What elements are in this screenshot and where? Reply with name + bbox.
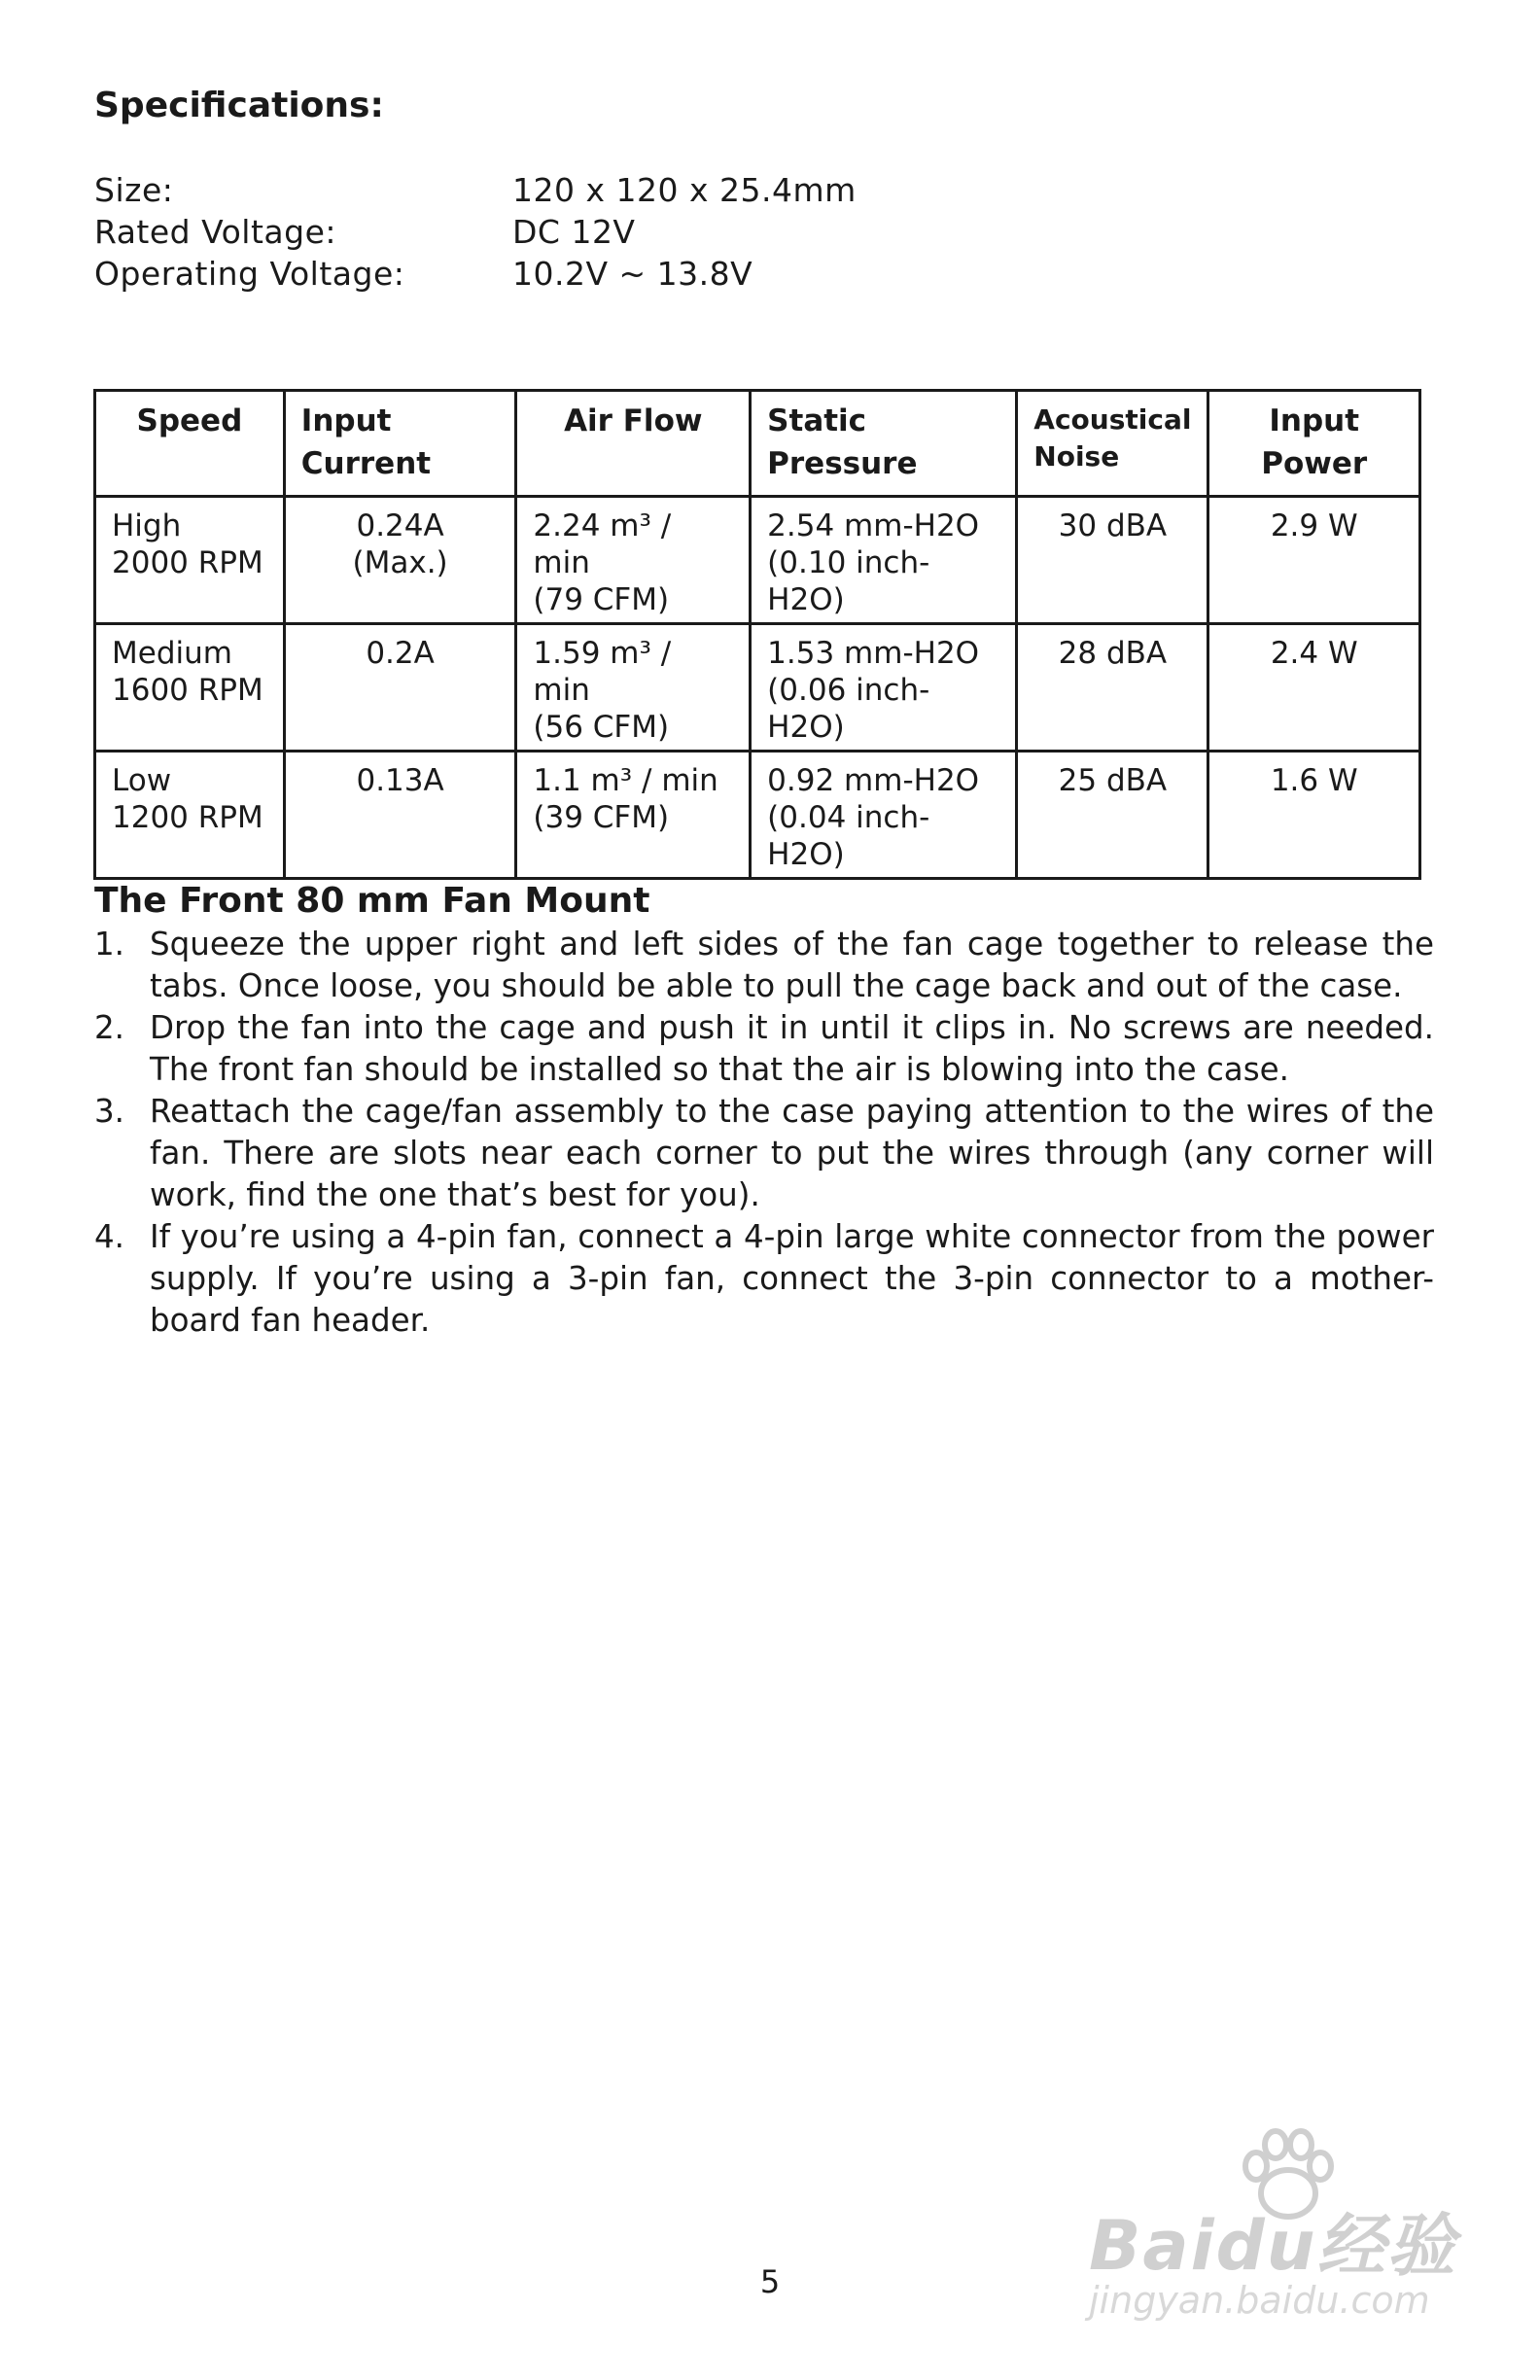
cell-current: 0.24A (Max.) <box>284 497 516 624</box>
cell-airflow: 1.59 m³ / min (56 CFM) <box>516 624 751 752</box>
cell-speed: High 2000 RPM <box>95 497 285 624</box>
cell-speed: Low 1200 RPM <box>95 752 285 879</box>
cell-noise: 25 dBA <box>1017 752 1208 879</box>
step-text: Squeeze the upper right and left sides of the fan cage together to release the tabs. Once loose, you should be able to pull the cage back and out of the case. <box>150 926 1434 1004</box>
step-number: 1. <box>94 926 125 962</box>
list-item <box>94 1091 1434 1216</box>
cell-power: 1.6 W <box>1208 752 1420 879</box>
step-text: If you’re using a 4-pin fan, connect a 4-pin large white connector from the power supply. If you’re using a 3-pin fan, connect the 3-pin connector to a mother-board fan header. <box>150 1218 1434 1339</box>
watermark-brand: Baidu经验 <box>1089 2206 1457 2286</box>
cell-current: 0.2A <box>284 624 516 752</box>
fan-mount-steps <box>94 924 1434 1342</box>
spec-label: Size: <box>94 171 174 209</box>
page-number: 5 <box>759 2263 781 2300</box>
baidu-jingyan-watermark <box>1079 2123 1457 2347</box>
specifications-heading: Specifications: <box>94 86 384 125</box>
fan-specs-table <box>93 389 1421 880</box>
header-air-flow: Air Flow <box>516 391 751 497</box>
cell-power: 2.4 W <box>1208 624 1420 752</box>
header-speed: Speed <box>95 391 285 497</box>
step-text: Drop the fan into the cage and push it in until it clips in. No screws are needed. The front fan should be installed so that the air is blowing into the case. <box>150 1009 1434 1088</box>
cell-noise: 28 dBA <box>1017 624 1208 752</box>
cell-current: 0.13A <box>284 752 516 879</box>
fan-mount-heading: The Front 80 mm Fan Mount <box>94 881 650 921</box>
table-row <box>95 752 1420 879</box>
header-input-current: Input Current <box>284 391 516 497</box>
step-text: Reattach the cage/fan assembly to the case paying attention to the wires of the fan. There are slots near each corner to put the wires through (any corner will work, find the one that’s best for you). <box>150 1093 1434 1213</box>
list-item <box>94 924 1434 1007</box>
list-item <box>94 1007 1434 1091</box>
cell-noise: 30 dBA <box>1017 497 1208 624</box>
step-number: 4. <box>94 1218 125 1255</box>
cell-speed: Medium 1600 RPM <box>95 624 285 752</box>
spec-value: DC 12V <box>512 213 636 251</box>
cell-airflow: 1.1 m³ / min (39 CFM) <box>516 752 751 879</box>
spec-value: 120 x 120 x 25.4mm <box>512 171 857 209</box>
watermark-url: jingyan.baidu.com <box>1089 2279 1430 2322</box>
step-number: 3. <box>94 1093 125 1130</box>
header-static-pressure: Static Pressure <box>751 391 1017 497</box>
table-row <box>95 624 1420 752</box>
spec-label: Operating Voltage: <box>94 255 405 293</box>
header-input-power: Input Power <box>1208 391 1420 497</box>
header-acoustical-noise: Acoustical Noise <box>1017 391 1208 497</box>
step-number: 2. <box>94 1009 125 1046</box>
list-item <box>94 1216 1434 1342</box>
cell-power: 2.9 W <box>1208 497 1420 624</box>
table-row <box>95 497 1420 624</box>
table-header-row <box>95 391 1420 497</box>
spec-label: Rated Voltage: <box>94 213 337 251</box>
spec-value: 10.2V ~ 13.8V <box>512 255 753 293</box>
cell-pressure: 1.53 mm-H2O (0.06 inch-H2O) <box>751 624 1017 752</box>
cell-airflow: 2.24 m³ / min (79 CFM) <box>516 497 751 624</box>
cell-pressure: 2.54 mm-H2O (0.10 inch-H2O) <box>751 497 1017 624</box>
cell-pressure: 0.92 mm-H2O (0.04 inch-H2O) <box>751 752 1017 879</box>
